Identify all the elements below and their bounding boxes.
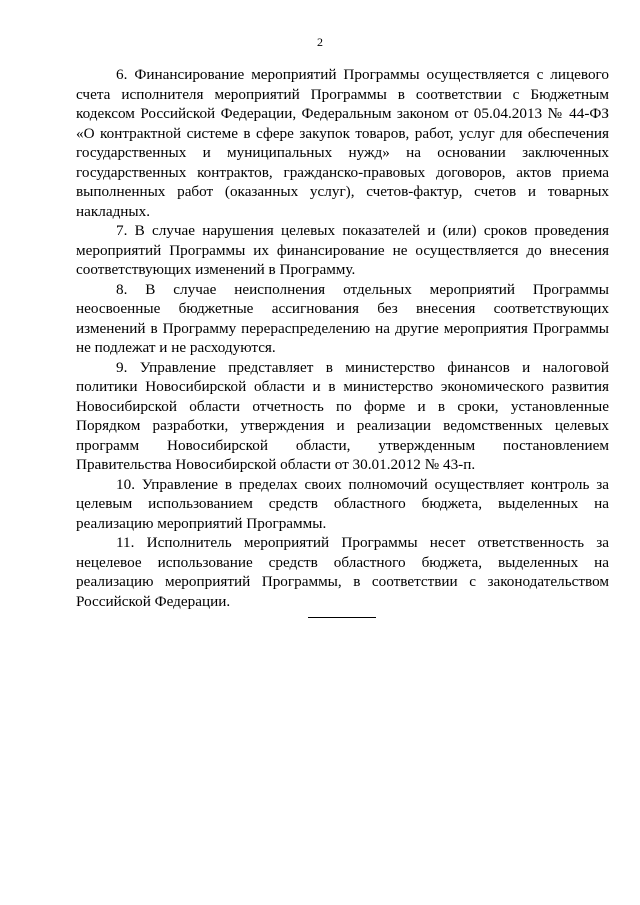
- paragraph-6: 6. Финансирование мероприятий Программы осуществляется с лицевого счета исполнителя мероприятий Программы в соответствии с Бюджетным кодексом Российской Федерации, Федеральным законом от 05.04.2013 № 44-ФЗ «О контрактной системе в сфере закупок товаров, работ, услуг для обеспечения государственных и муниципальных нужд» на основании заключенных государственных контрактов, гражданско-правовых договоров, актов приема выполненных работ (оказанных услуг), счетов-фактур, счетов и товарных накладных.: [76, 66, 609, 220]
- paragraph-9: 9. Управление представляет в министерство финансов и налоговой политики Новосибирской области и в министерство экономического развития Новосибирской области отчетность по форме и в сроки, установленные Порядком разработки, утверждения и реализации ведомственных целевых программ Новосибирской области, утвержденным постановлением Правительства Новосибирской области от 30.01.2012 № 43-п.: [76, 358, 609, 473]
- document-body: [76, 65, 609, 611]
- paragraph-10: 10. Управление в пределах своих полномочий осуществляет контроль за целевым использованием средств областного бюджета, выделенных на реализацию мероприятий Программы.: [76, 475, 609, 532]
- paragraph-7: 7. В случае нарушения целевых показателей и (или) сроков проведения мероприятий Программы их финансирование не осуществляется до внесения соответствующих изменений в Программу.: [76, 222, 609, 278]
- paragraph-11: 11. Исполнитель мероприятий Программы несет ответственность за нецелевое использование средств областного бюджета, выделенных на реализацию мероприятий Программы, в соответствии с законодательством Российской Федерации.: [76, 534, 609, 610]
- page-number: 2: [317, 35, 323, 49]
- end-divider: [308, 617, 376, 618]
- paragraph-8: 8. В случае неисполнения отдельных мероприятий Программы неосвоенные бюджетные ассигнования без внесения соответствующих изменений в Программу перераспределению на другие мероприятия Программы не подлежат и не расходуются.: [76, 280, 609, 356]
